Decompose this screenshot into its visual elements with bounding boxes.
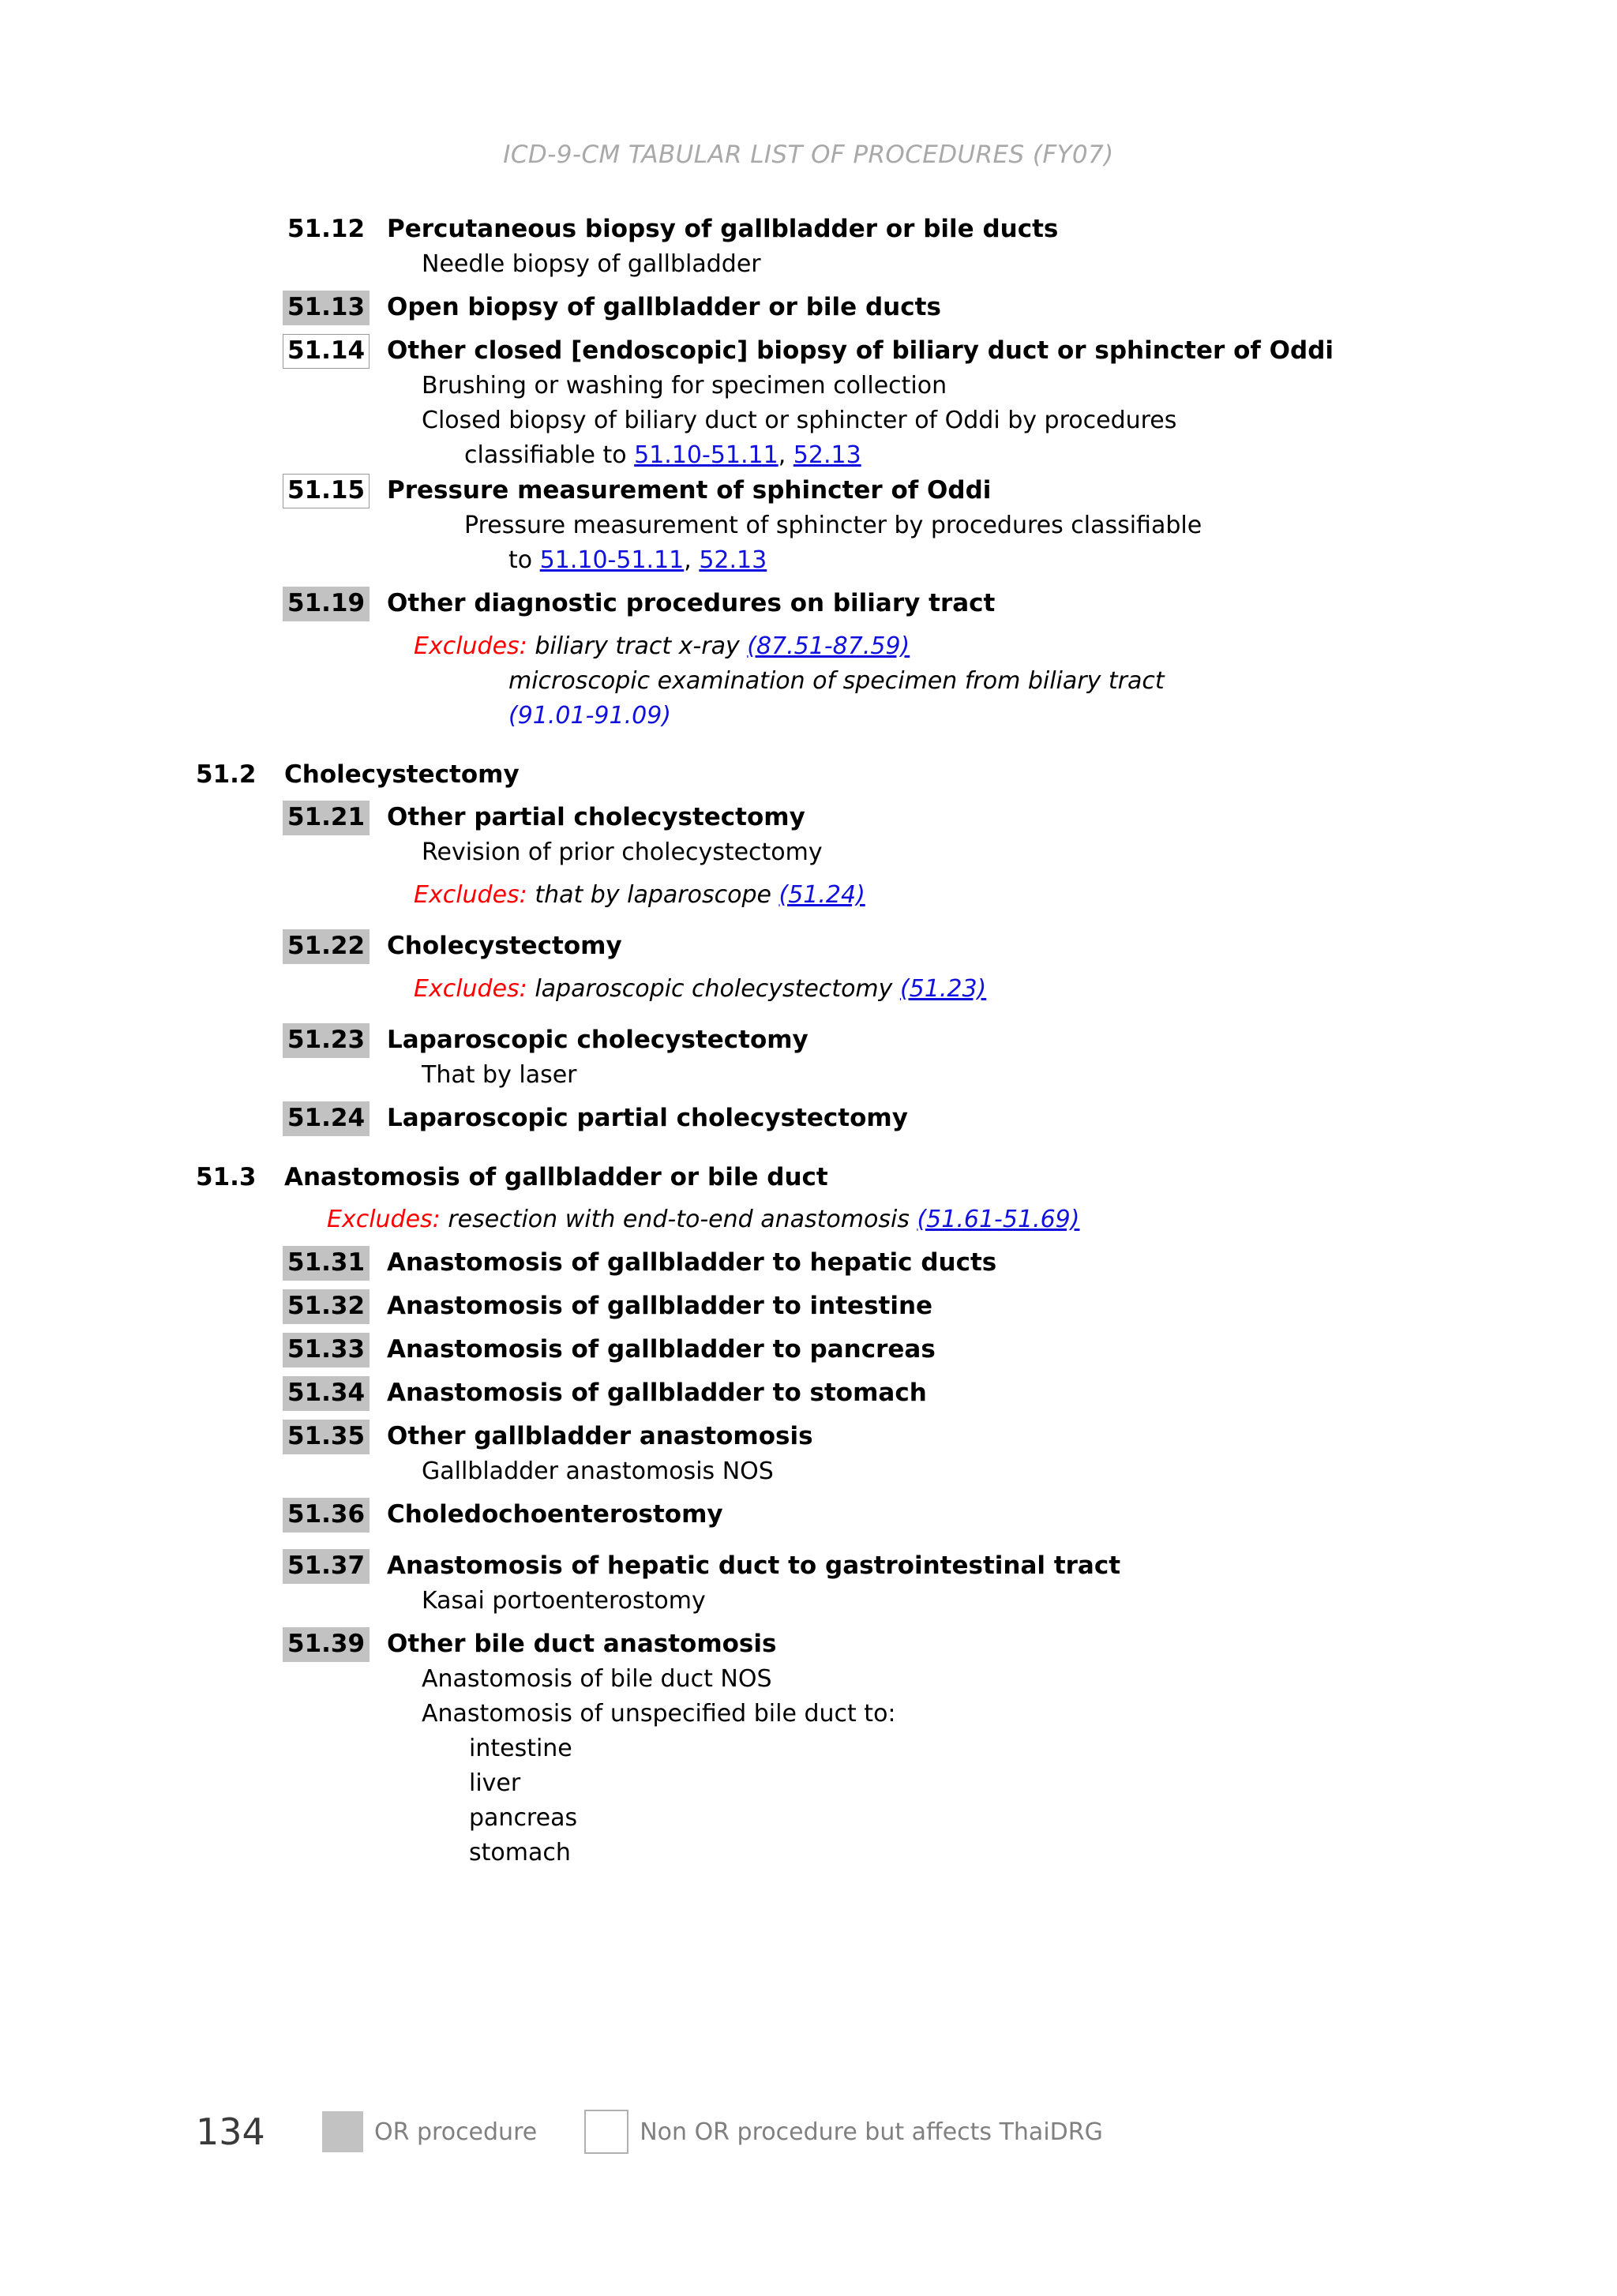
- procedure-code-badge: [283, 800, 384, 835]
- excludes-text: resection with end-to-end anastomosis: [440, 1206, 917, 1233]
- excludes-text: laparoscopic cholecystectomy: [527, 975, 900, 1003]
- procedure-code-badge: [283, 1245, 384, 1281]
- procedure-code-badge: [283, 1101, 384, 1136]
- entry-51-22: [196, 929, 1428, 964]
- code-reference-link[interactable]: (51.23): [899, 975, 987, 1003]
- badge-or-procedure: 51.23: [283, 1023, 370, 1058]
- excludes-keyword: Excludes:: [327, 1206, 441, 1233]
- code-reference-link[interactable]: (87.51-87.59): [747, 632, 910, 660]
- entry-51-31: [196, 1245, 1428, 1281]
- entry-title: Anastomosis of gallbladder to stomach: [387, 1379, 927, 1407]
- spacer: [196, 1411, 1428, 1419]
- excludes-note: [327, 1202, 1428, 1237]
- badge-or-procedure: 51.24: [283, 1101, 370, 1136]
- entry-title: Percutaneous biopsy of gallbladder or bile ducts: [387, 215, 1059, 243]
- badge-or-procedure: 51.32: [283, 1289, 370, 1324]
- document-body: [196, 212, 1428, 1870]
- inclusion-term: Pressure measurement of sphincter by procedures classifiable: [464, 512, 1202, 539]
- badge-or-procedure: 51.37: [283, 1549, 370, 1584]
- entry-title: Laparoscopic partial cholecystectomy: [387, 1104, 908, 1132]
- excludes-keyword: Excludes:: [414, 975, 527, 1003]
- inclusion-term: Gallbladder anastomosis NOS: [422, 1458, 774, 1485]
- spacer: [196, 1007, 1428, 1022]
- spacer: [196, 1237, 1428, 1245]
- badge-or-procedure: 51.21: [283, 801, 370, 835]
- legend-or-procedure: [322, 2111, 537, 2152]
- procedure-code-badge: [283, 1289, 384, 1324]
- entry-title: Other diagnostic procedures on biliary tract: [387, 589, 996, 617]
- code-reference-link[interactable]: 52.13: [699, 546, 767, 574]
- excludes-text: biliary tract x-ray: [527, 632, 748, 660]
- entry-51-2: [196, 757, 1428, 792]
- code-reference-link[interactable]: (91.01-91.09): [508, 702, 672, 730]
- badge-or-procedure: 51.39: [283, 1627, 370, 1662]
- entry-51-15: [196, 473, 1428, 508]
- inclusion-sub-term: pancreas: [469, 1804, 578, 1832]
- inclusion-term: Needle biopsy of gallbladder: [422, 250, 761, 278]
- page-number: 134: [196, 2110, 265, 2153]
- code-reference-link[interactable]: (51.61-51.69): [917, 1206, 1080, 1233]
- inclusion-term: Closed biopsy of biliary duct or sphincter of Oddi by procedures: [422, 407, 1177, 434]
- procedure-code-badge: [283, 929, 384, 964]
- entry-51-36: [196, 1497, 1428, 1533]
- entry-title: Anastomosis of gallbladder to intestine: [387, 1292, 933, 1320]
- spacer: [196, 1136, 1428, 1160]
- spacer: [196, 870, 1428, 878]
- excludes-note: [414, 972, 1428, 1007]
- badge-or-procedure: 51.36: [283, 1498, 370, 1533]
- reference-separator: ,: [684, 546, 700, 574]
- spacer: [196, 1367, 1428, 1375]
- entry-title: Pressure measurement of sphincter of Oddi: [387, 476, 992, 505]
- code-reference-link[interactable]: 52.13: [793, 441, 861, 469]
- entry-51-35: [196, 1419, 1428, 1454]
- entry-title: Choledochoenterostomy: [387, 1500, 723, 1529]
- procedure-code: 51.2: [196, 760, 257, 789]
- entry-title: Other bile duct anastomosis: [387, 1630, 777, 1658]
- entry-title: Anastomosis of hepatic duct to gastrointestinal tract: [387, 1551, 1121, 1580]
- procedure-code-badge: [283, 1419, 384, 1454]
- inclusion-sub-term: intestine: [469, 1735, 572, 1762]
- entry-51-37: [196, 1548, 1428, 1584]
- procedure-code-badge: [283, 473, 384, 508]
- inclusion-lead: to: [508, 546, 540, 574]
- inclusion-term-continuation: [508, 543, 1428, 578]
- entry-title: Anastomosis of gallbladder to pancreas: [387, 1335, 936, 1364]
- procedure-code-badge: [283, 1497, 384, 1533]
- inclusion-sub-term: liver: [469, 1769, 521, 1797]
- excludes-note: [414, 629, 1428, 664]
- badge-or-procedure: 51.34: [283, 1376, 370, 1411]
- page-footer: [196, 2110, 1459, 2154]
- inclusion-term: Brushing or washing for specimen collection: [422, 372, 947, 400]
- badge-or-procedure: 51.19: [283, 587, 370, 621]
- entry-title: Other partial cholecystectomy: [387, 803, 805, 831]
- spacer: [196, 578, 1428, 586]
- excludes-keyword: Excludes:: [414, 632, 527, 660]
- entry-51-23: [196, 1022, 1428, 1058]
- excludes-keyword: Excludes:: [414, 881, 527, 909]
- procedure-code-badge: [283, 212, 384, 247]
- entry-51-14: [196, 333, 1428, 369]
- code-reference-link[interactable]: 51.10-51.11: [539, 546, 685, 574]
- legend-swatch-non-or-icon: [584, 2110, 628, 2154]
- inclusion-term: Revision of prior cholecystectomy: [422, 838, 823, 866]
- entry-title: Anastomosis of gallbladder or bile duct: [284, 1163, 828, 1191]
- spacer: [196, 1093, 1428, 1101]
- spacer: [196, 792, 1428, 800]
- code-reference-link[interactable]: 51.10-51.11: [634, 441, 778, 469]
- spacer: [196, 964, 1428, 972]
- spacer: [196, 325, 1428, 333]
- inclusion-lead: classifiable to: [464, 441, 635, 469]
- entry-51-32: [196, 1289, 1428, 1324]
- procedure-code-badge: [283, 1375, 384, 1411]
- spacer: [196, 1324, 1428, 1332]
- entry-title: Cholecystectomy: [284, 760, 520, 789]
- procedure-code-badge: [283, 586, 384, 621]
- entry-51-12: [196, 212, 1428, 247]
- badge-or-procedure: 51.13: [283, 291, 370, 325]
- code-reference-link[interactable]: (51.24): [778, 881, 865, 909]
- procedure-code-badge: [283, 1548, 384, 1584]
- excludes-note: [414, 878, 1428, 913]
- entry-51-13: [196, 290, 1428, 325]
- spacer: [196, 1195, 1428, 1202]
- entry-51-39: [196, 1626, 1428, 1662]
- entry-51-34: [196, 1375, 1428, 1411]
- procedure-code-badge: [283, 333, 384, 369]
- inclusion-term: Anastomosis of unspecified bile duct to:: [422, 1700, 896, 1728]
- inclusion-term: Kasai portoenterostomy: [422, 1587, 706, 1615]
- entry-51-21: [196, 800, 1428, 835]
- excludes-text: that by laparoscope: [527, 881, 779, 909]
- reference-separator: ,: [778, 441, 793, 469]
- spacer: [196, 621, 1428, 629]
- badge-or-procedure: 51.31: [283, 1246, 370, 1281]
- spacer: [196, 733, 1428, 757]
- entry-title: Laparoscopic cholecystectomy: [387, 1026, 808, 1054]
- inclusion-term-continuation: [464, 438, 1428, 473]
- legend-non-or-procedure: [584, 2110, 1103, 2154]
- inclusion-term: Anastomosis of bile duct NOS: [422, 1665, 772, 1693]
- badge-or-procedure: 51.35: [283, 1420, 370, 1454]
- badge-non-or-procedure: 51.14: [283, 334, 370, 369]
- entry-title: Open biopsy of gallbladder or bile ducts: [387, 293, 941, 321]
- entry-51-33: [196, 1332, 1428, 1367]
- entry-51-24: [196, 1101, 1428, 1136]
- entry-51-3: [196, 1160, 1428, 1195]
- entry-title: Anastomosis of gallbladder to hepatic ducts: [387, 1248, 997, 1277]
- spacer: [196, 282, 1428, 290]
- procedure-code: 51.3: [196, 1163, 257, 1191]
- excludes-note-continuation: [508, 699, 1428, 733]
- spacer: [196, 1619, 1428, 1626]
- procedure-code-badge: [283, 290, 384, 325]
- inclusion-sub-term: stomach: [469, 1839, 571, 1866]
- entry-title: Other gallbladder anastomosis: [387, 1422, 813, 1450]
- spacer: [196, 913, 1428, 929]
- procedure-code-badge: [283, 1626, 384, 1662]
- badge-none: 51.12: [287, 215, 366, 243]
- legend-label-non-or: Non OR procedure but affects ThaiDRG: [640, 2118, 1103, 2146]
- entry-51-19: [196, 586, 1428, 621]
- entry-title: Other closed [endoscopic] biopsy of biliary duct or sphincter of Oddi: [387, 336, 1334, 365]
- inclusion-term: That by laser: [422, 1061, 577, 1089]
- spacer: [196, 1533, 1428, 1548]
- spacer: [196, 1281, 1428, 1289]
- excludes-note-continuation: [508, 664, 1428, 699]
- legend-label-or: OR procedure: [374, 2118, 538, 2146]
- legend-swatch-or-icon: [322, 2111, 363, 2152]
- procedure-code-badge: [283, 1332, 384, 1367]
- excludes-text: microscopic examination of specimen from biliary tract: [508, 667, 1165, 695]
- badge-or-procedure: 51.33: [283, 1333, 370, 1367]
- spacer: [196, 1489, 1428, 1497]
- running-header: ICD-9-CM TABULAR LIST OF PROCEDURES (FY07): [503, 141, 1114, 169]
- badge-non-or-procedure: 51.15: [283, 474, 370, 508]
- badge-or-procedure: 51.22: [283, 929, 370, 964]
- procedure-code-badge: [283, 1022, 384, 1058]
- entry-title: Cholecystectomy: [387, 932, 622, 960]
